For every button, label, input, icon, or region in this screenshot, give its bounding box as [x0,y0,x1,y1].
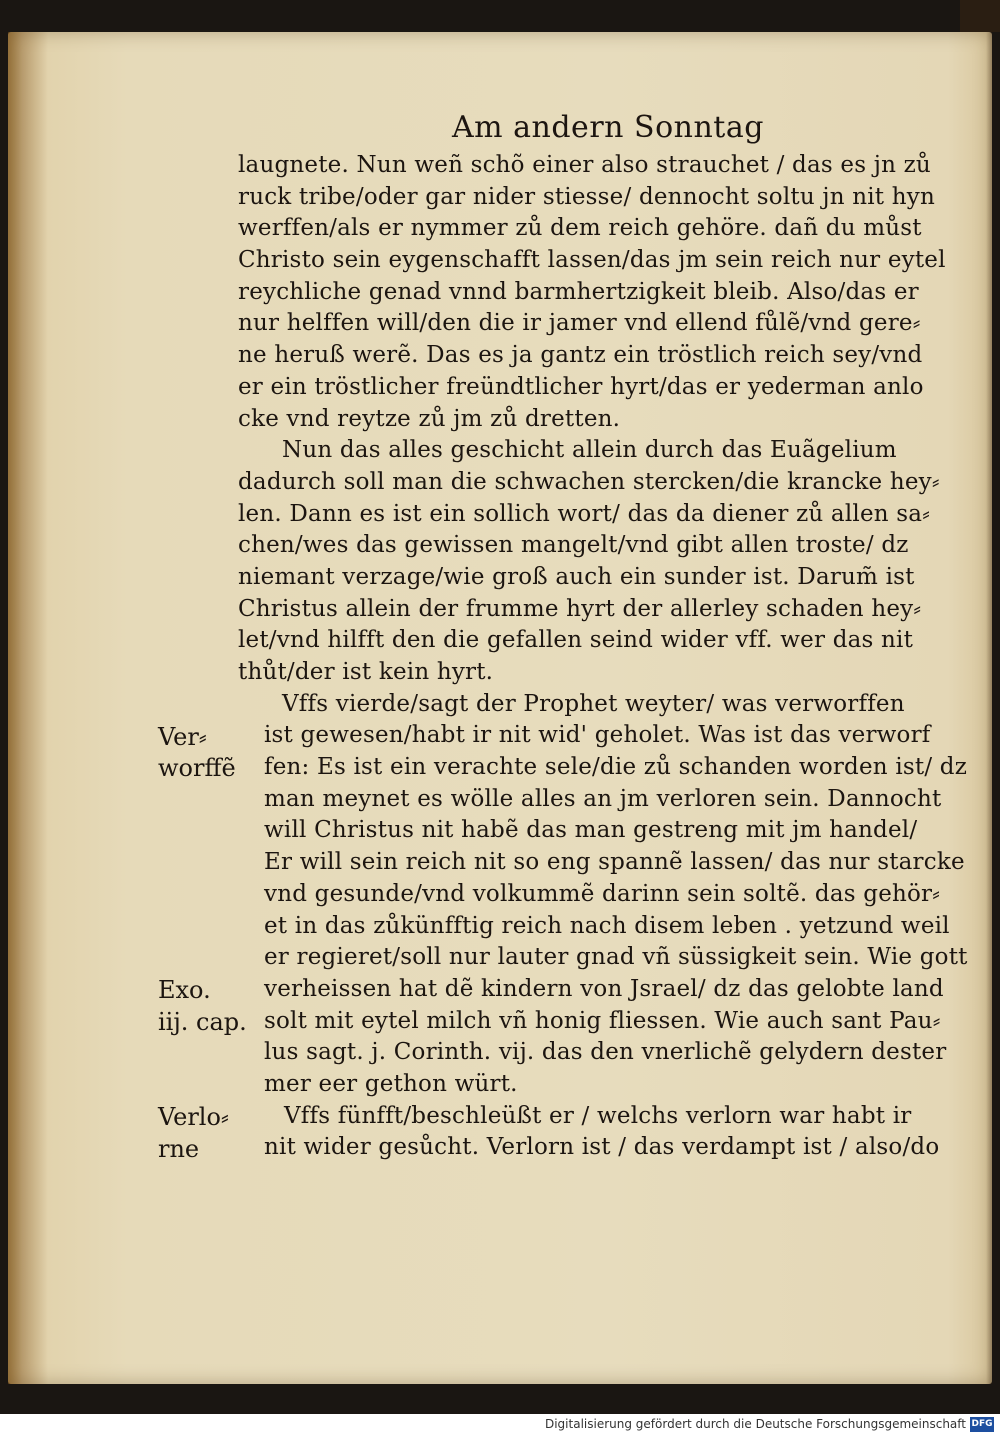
dfg-logo: DFG [970,1417,994,1432]
text-line: Christo sein eygenschafft lassen/das jm sein reich nur eytel [238,247,946,274]
page-edge [986,32,992,1384]
text-line: et in das zůkünfftig reich nach disem leben . yetzund weil [264,912,950,939]
text-line: thůt/der ist kein hyrt. [238,659,494,685]
text-line: fen: Es ist ein verachte sele/die zů schanden worden ist/ dz [264,754,968,781]
text-line: solt mit eytel milch vñ honig fliessen. Wie auch sant Pau⸗ [264,1007,941,1034]
text-line: nit wider gesůcht. Verlorn ist / das verdampt ist / also/do [264,1134,940,1161]
text-line: ruck tribe/oder gar nider stiesse/ dennocht soltu jn nit hyn [238,183,935,210]
text-line: len. Dann es ist ein sollich wort/ das da diener zů allen sa⸗ [238,500,931,527]
text-line: Vffs vierde/sagt der Prophet weyter/ was verworffen [282,690,905,717]
text-line: ne heruß werẽ. Das es ja gantz ein tröstlich reich sey/vnd [238,342,923,369]
margin-note: Ver⸗ [158,722,207,751]
margin-note: Exo. [158,976,211,1005]
text-line: er ein tröstlicher freündtlicher hyrt/das er yederman anlo [238,373,924,400]
text-line: er regieret/soll nur lauter gnad vñ süssigkeit sein. Wie gott [264,944,968,971]
spine-shadow [8,32,48,1384]
margin-note: Verlo⸗ [158,1103,229,1131]
text-line: Nun das alles geschicht allein durch das Euãgelium [282,437,897,464]
text-line: laugnete. Nun weñ schõ einer also strauchet / das es jn zů [238,152,931,178]
text-line: niemant verzage/wie groß auch ein sunder ist. Darum̃ ist [238,563,915,590]
text-line: mer eer gethon würt. [264,1070,518,1097]
text-line: Vffs fünfft/beschleüßt er / welchs verlorn war habt ir [284,1102,912,1129]
text-line: dadurch soll man die schwachen stercken/die krancke hey⸗ [238,468,940,495]
main-text-block [238,150,968,1164]
funding-notice: Digitalisierung gefördert durch die Deutsche Forschungsgemeinschaft [544,1417,966,1431]
text-line: ist gewesen/habt ir nit wid' geholet. Was ist das verworf [264,722,931,749]
text-line: will Christus nit habẽ das man gestreng mit jm handel/ [264,817,918,844]
text-line: vnd gesunde/vnd volkummẽ darinn sein soltẽ. das gehör⸗ [264,880,941,907]
text-line: lus sagt. j. Corinth. vij. das den vnerlichẽ gelydern dester [264,1039,947,1066]
footer-bar [0,1414,1000,1436]
text-line: Christus allein der frumme hyrt der allerley schaden hey⸗ [238,595,922,622]
text-line: verheissen hat dẽ kindern von Jsrael/ dz das gelobte land [264,975,944,1002]
book-edge [960,0,1000,32]
margin-note: iij. cap. [158,1007,247,1036]
text-line: chen/wes das gewissen mangelt/vnd gibt allen troste/ dz [238,532,909,559]
margin-note: rne [158,1134,200,1163]
text-line: man meynet es wölle alles an jm verloren sein. Dannocht [264,785,942,812]
text-line: nur helffen will/den die ir jamer vnd ellend fůlẽ/vnd gere⸗ [238,310,921,337]
text-line: reychliche genad vnnd barmhertzigkeit bleib. Also/das er [238,278,919,305]
text-line: Er will sein reich nit so eng spannẽ lassen/ das nur starcke [264,849,965,876]
text-line: let/vnd hilfft den die gefallen seind wider vff. wer das nit [238,627,914,654]
margin-note: worffẽ [158,754,236,783]
running-head: Am andern Sonntag [452,110,764,145]
text-line: cke vnd reytze zů jm zů dretten. [238,405,621,432]
text-line: werffen/als er nymmer zů dem reich gehöre. dañ du můst [238,215,922,242]
